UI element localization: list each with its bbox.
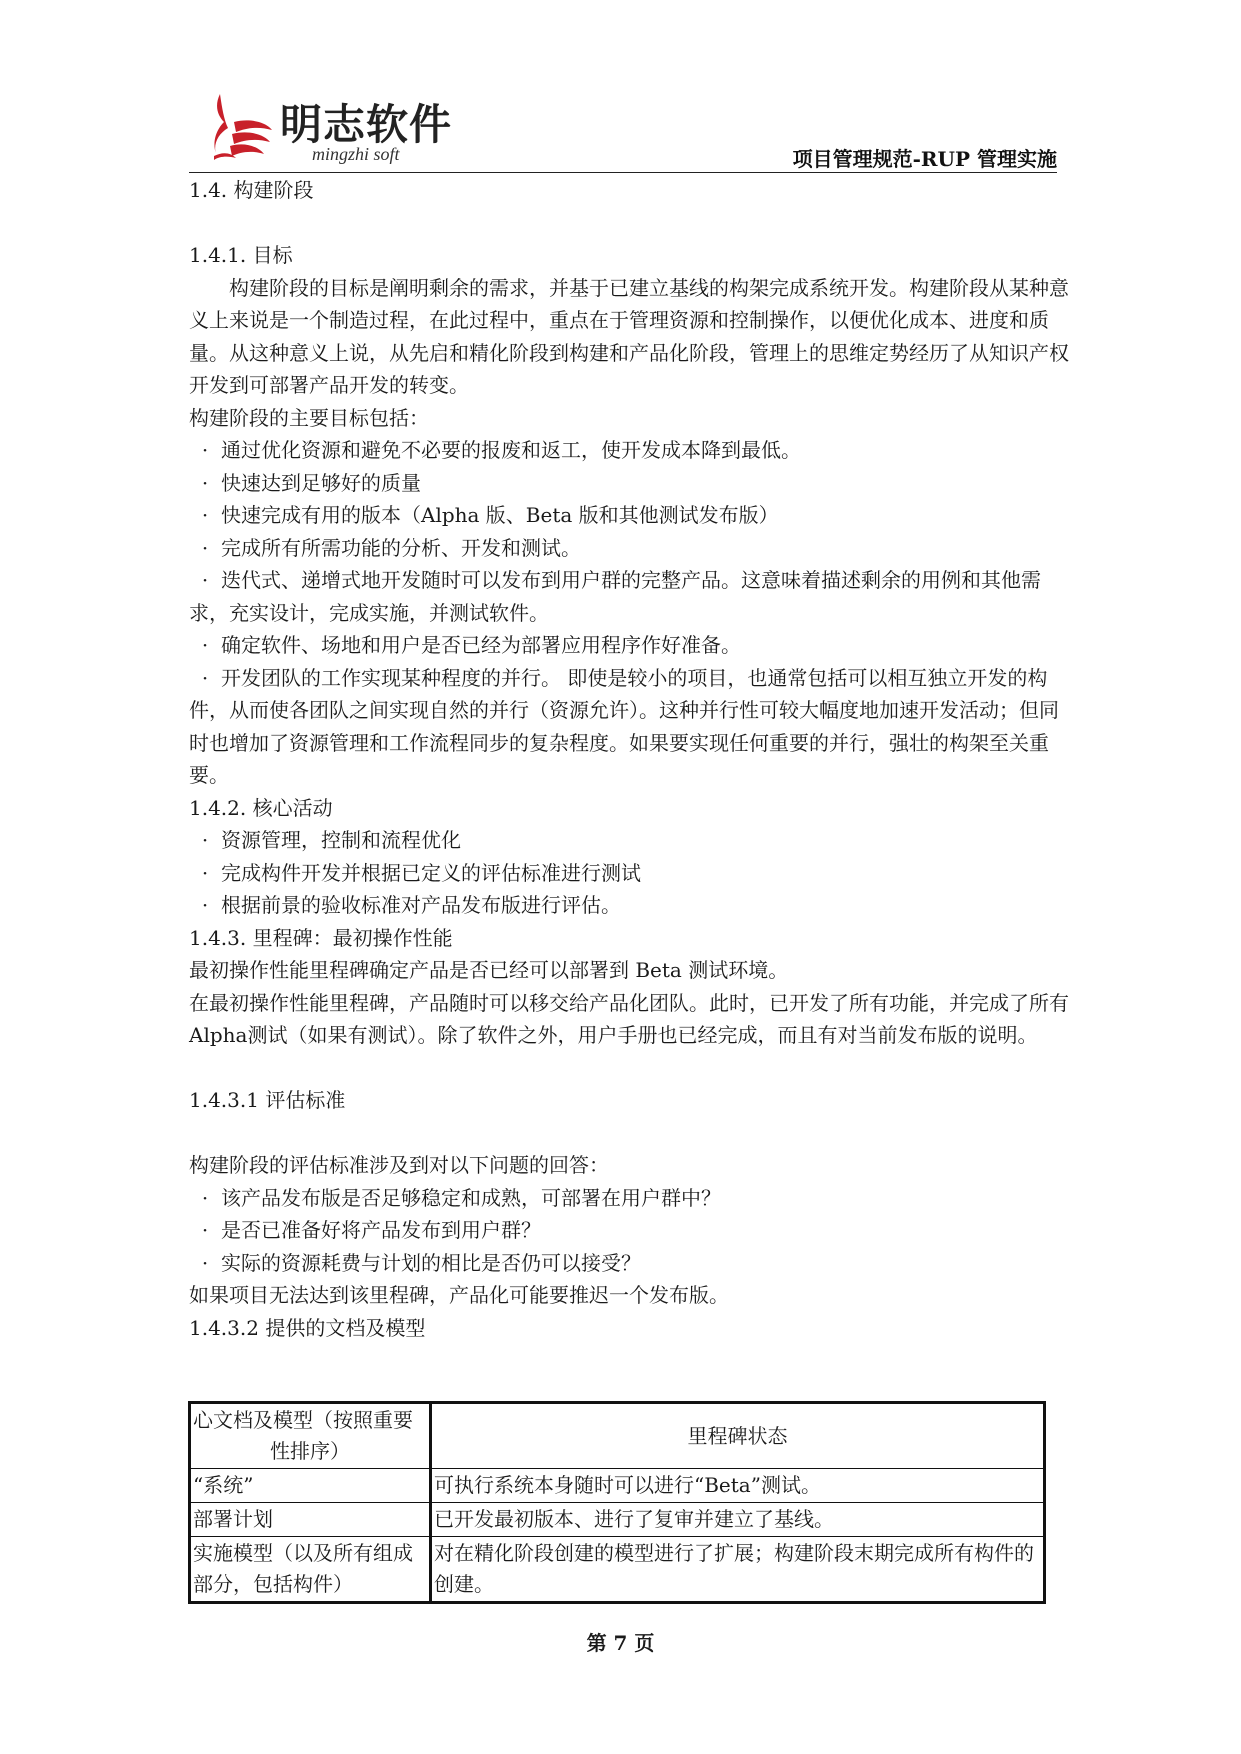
goal-intro: 构建阶段的主要目标包括： (189, 405, 429, 430)
milestone-paragraph: 最初操作性能里程碑确定产品是否已经可以部署到 Beta 测试环境。 (189, 958, 789, 982)
section-heading: 1.4. 构建阶段 (189, 178, 314, 202)
table-cell: “系统” (190, 1469, 431, 1503)
table-header-cell: 里程碑状态 (431, 1403, 1045, 1469)
spacer (189, 207, 1069, 240)
table-row (190, 1503, 1045, 1537)
table-row (190, 1469, 1045, 1503)
activity-item: · 资源管理，控制和流程优化 (189, 824, 1069, 857)
milestone-heading: 1.4.3. 里程碑：最初操作性能 (189, 925, 453, 950)
logo-chinese-name: 明志软件 (280, 100, 453, 149)
goal-item: · 确定软件、场地和用户是否已经为部署应用程序作好准备。 (189, 629, 1069, 662)
company-logo (210, 88, 453, 168)
goal-item: · 完成所有所需功能的分析、开发和测试。 (189, 532, 1069, 565)
goal-item: · 通过优化资源和避免不必要的报废和返工，使开发成本降到最低。 (189, 434, 1069, 467)
goal-heading: 1.4.1. 目标 (189, 243, 293, 267)
table-header-row (190, 1403, 1045, 1469)
milestone-paragraph: 在最初操作性能里程碑，产品随时可以移交给产品化团队。此时，已开发了所有功能，并完成了所有Alpha测试（如果有测试）。除了软件之外，用户手册也已经完成，而且有对当前发布版的说明。 (189, 990, 1069, 1047)
goal-item: · 快速完成有用的版本（Alpha 版、Beta 版和其他测试发布版） (189, 499, 1069, 532)
document-title: 项目管理规范-RUP 管理实施 (792, 147, 1057, 171)
table-cell: 实施模型（以及所有组成部分，包括构件） (190, 1537, 431, 1603)
table-header-cell (190, 1403, 431, 1469)
goal-item: · 快速达到足够好的质量 (189, 467, 1069, 500)
activities-heading: 1.4.2. 核心活动 (189, 795, 333, 820)
table-header-text: 性排序） (270, 1439, 350, 1463)
goal-item: · 开发团队的工作实现某种程度的并行。 即使是较小的项目，也通常包括可以相互独立开发的构件，从而使各团队之间实现自然的并行（资源允许）。这种并行性可较大幅度地加速开发活动；但同时也增加了资源管理和工作流程同步的复杂程度。如果要实现任何重要的并行，强壮的构架至关重要。 (189, 662, 1069, 792)
table-cell: 部署计划 (190, 1503, 431, 1537)
criteria-item: · 该产品发布版是否足够稳定和成熟，可部署在用户群中？ (189, 1182, 1069, 1215)
criteria-intro: 构建阶段的评估标准涉及到对以下问题的回答： (189, 1153, 609, 1177)
header-divider (189, 172, 1057, 173)
criteria-outro: 如果项目无法达到该里程碑，产品化可能要推迟一个发布版。 (189, 1283, 729, 1307)
table-row (190, 1537, 1045, 1603)
table-cell: 已开发最初版本、进行了复审并建立了基线。 (431, 1503, 1045, 1537)
criteria-item: · 是否已准备好将产品发布到用户群？ (189, 1214, 1069, 1247)
table-cell: 可执行系统本身随时可以进行“Beta”测试。 (431, 1469, 1045, 1503)
page-number: 第 7 页 (586, 1631, 655, 1655)
artifacts-table (188, 1401, 1046, 1604)
activity-item: · 根据前景的验收标准对产品发布版进行评估。 (189, 889, 1069, 922)
spacer (189, 1052, 1069, 1085)
document-body (189, 174, 1069, 1344)
criteria-item: · 实际的资源耗费与计划的相比是否仍可以接受？ (189, 1247, 1069, 1280)
goal-item: · 迭代式、递增式地开发随时可以发布到用户群的完整产品。这意味着描述剩余的用例和其他需求，充实设计，完成实施，并测试软件。 (189, 564, 1069, 629)
table-header-text: 心文档及模型（按照重要 (193, 1408, 413, 1432)
table-cell: 对在精化阶段创建的模型进行了扩展；构建阶段末期完成所有构件的创建。 (431, 1537, 1045, 1603)
goal-paragraph: 构建阶段的目标是阐明剩余的需求，并基于已建立基线的构架完成系统开发。构建阶段从某种意义上来说是一个制造过程，在此过程中，重点在于管理资源和控制操作，以便优化成本、进度和质量。从这种意义上说，从先启和精化阶段到构建和产品化阶段，管理上的思维定势经历了从知识产权开发到可部署产品开发的转变。 (189, 275, 1069, 397)
artifacts-heading: 1.4.3.2 提供的文档及模型 (189, 1315, 426, 1340)
logo-english-name: mingzhi soft (312, 144, 400, 164)
criteria-heading: 1.4.3.1 评估标准 (189, 1088, 346, 1112)
flame-logo-icon (210, 92, 276, 162)
spacer (189, 1117, 1069, 1150)
activity-item: · 完成构件开发并根据已定义的评估标准进行测试 (189, 857, 1069, 890)
